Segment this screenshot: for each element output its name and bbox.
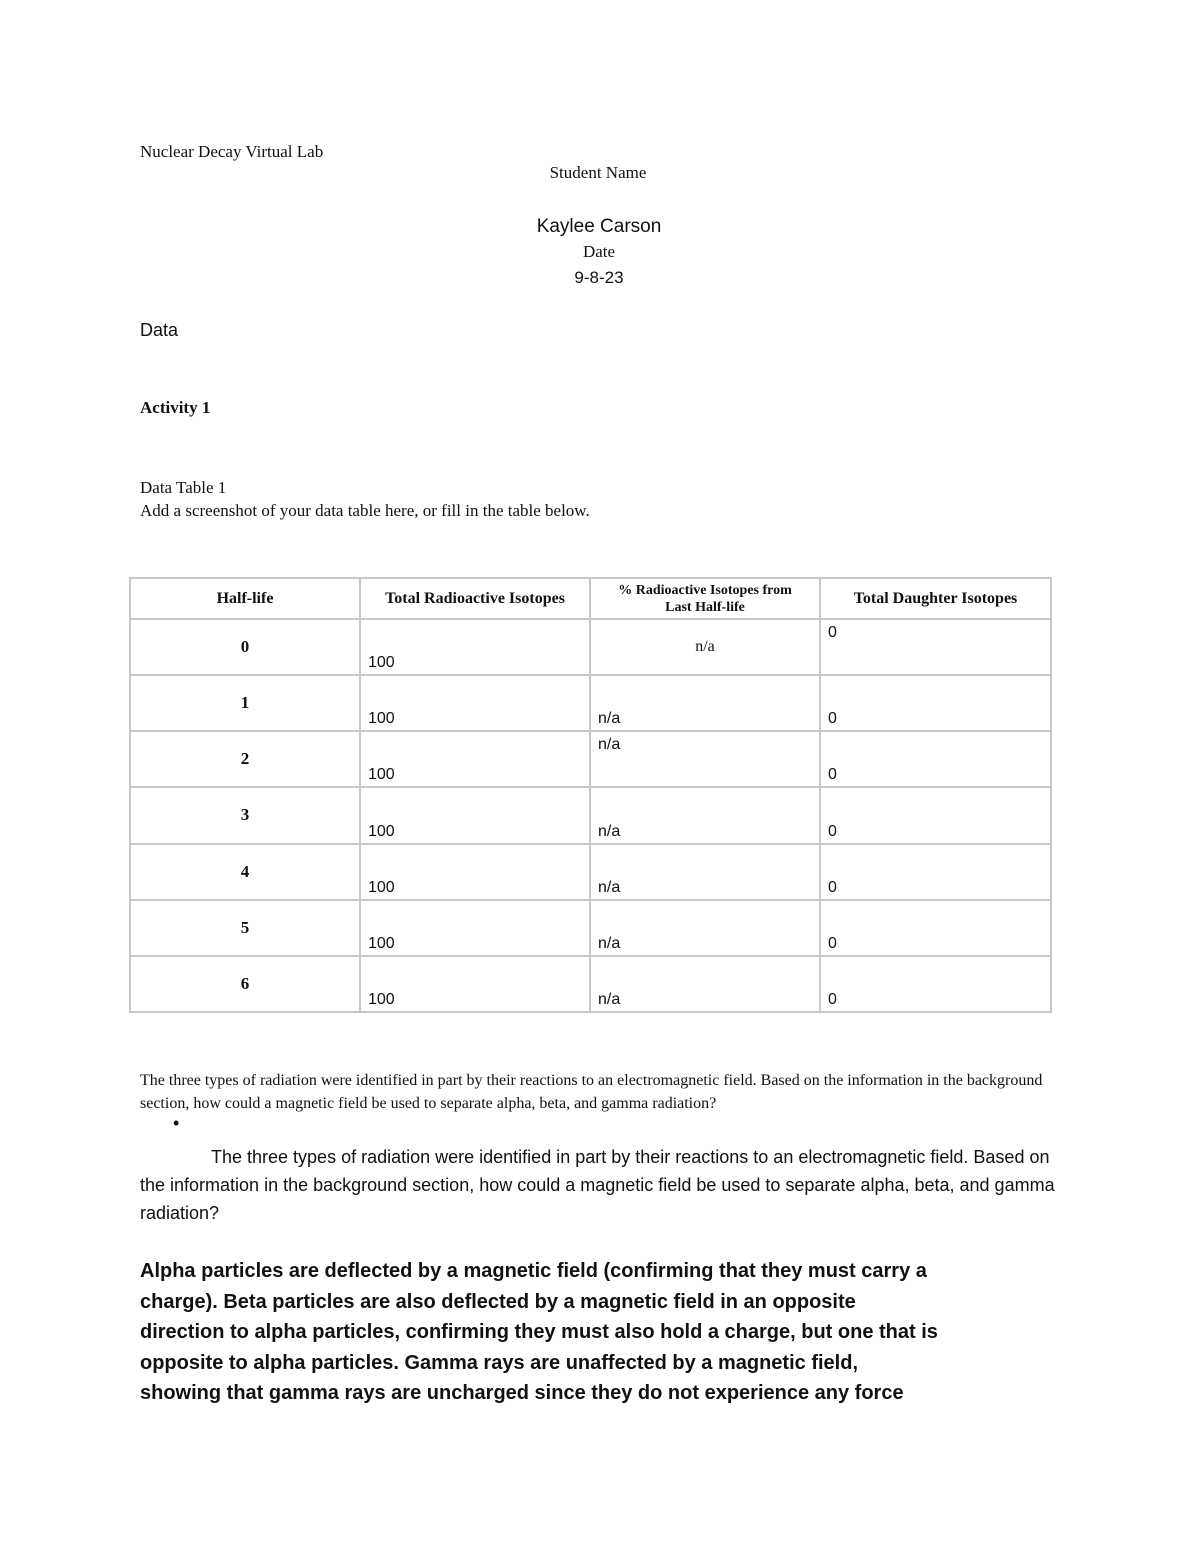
cell-half-life: 2	[130, 731, 360, 787]
cell-daughter: 0	[820, 956, 1051, 1012]
cell-total: 100	[360, 675, 590, 731]
cell-percent: n/a	[590, 844, 820, 900]
activity-heading: Activity 1	[140, 398, 211, 417]
date-label: Date	[582, 242, 616, 261]
cell-percent: n/a	[590, 787, 820, 843]
table-row	[130, 900, 1051, 956]
cell-half-life: 1	[130, 675, 360, 731]
student-name-label: Student Name	[549, 163, 647, 182]
question-text: The three types of radiation were identified in part by their reactions to an electromagnetic field. Based on the information in the background section, how could a magnetic field be used to separate alpha, beta, and gamma radiation?	[140, 1072, 1043, 1112]
cell-half-life: 6	[130, 956, 360, 1012]
question-repeat	[140, 1143, 1060, 1227]
table-header-row	[130, 578, 1051, 619]
cell-daughter: 0	[820, 844, 1051, 900]
data-heading: Data	[140, 320, 179, 340]
header-percent-radioactive: % Radioactive Isotopes from Last Half-life	[590, 578, 820, 619]
table-row	[130, 787, 1051, 843]
cell-daughter: 0	[820, 900, 1051, 956]
header-half-life: Half-life	[130, 578, 360, 619]
answer-text: Alpha particles are deflected by a magnetic field (confirming that they must carry a charge). Beta particles are also deflected by a magnetic field in an opposite direction to alpha particles, confirming they must also hold a charge, but one that is opposite to alpha particles. Gamma rays are unaffected by a magnetic field, showing that gamma rays are uncharged since they do not experience any force	[140, 1260, 938, 1404]
table-instructions: Add a screenshot of your data table here, or fill in the table below.	[140, 501, 590, 520]
cell-percent: n/a	[590, 956, 820, 1012]
cell-half-life: 4	[130, 844, 360, 900]
cell-percent: n/a	[590, 900, 820, 956]
table-row	[130, 675, 1051, 731]
question-repeat-text: The three types of radiation were identified in part by their reactions to an electromagnetic field. Based on the information in the background section, how could a magnetic field be used to separate alpha, beta, and gamma radiation?	[140, 1147, 1055, 1223]
cell-percent: n/a	[590, 731, 820, 787]
cell-percent: n/a	[590, 675, 820, 731]
table-row	[130, 731, 1051, 787]
date-value: 9-8-23	[574, 268, 624, 287]
cell-half-life: 5	[130, 900, 360, 956]
cell-percent: n/a	[590, 619, 820, 675]
cell-total: 100	[360, 844, 590, 900]
header-total-radioactive: Total Radioactive Isotopes	[360, 578, 590, 619]
table-row	[130, 956, 1051, 1012]
cell-half-life: 0	[130, 619, 360, 675]
table-caption: Data Table 1	[140, 478, 227, 497]
document-title: Nuclear Decay Virtual Lab	[140, 142, 324, 161]
bullet-point: •	[173, 1113, 180, 1133]
student-name-value: Kaylee Carson	[536, 216, 662, 237]
header-total-daughter: Total Daughter Isotopes	[820, 578, 1051, 619]
cell-daughter: 0	[820, 787, 1051, 843]
cell-total: 100	[360, 900, 590, 956]
cell-total: 100	[360, 619, 590, 675]
table-row	[130, 619, 1051, 675]
cell-daughter: 0	[820, 731, 1051, 787]
cell-daughter: 0	[820, 619, 1051, 675]
cell-half-life: 3	[130, 787, 360, 843]
cell-total: 100	[360, 731, 590, 787]
cell-total: 100	[360, 956, 590, 1012]
table-row	[130, 844, 1051, 900]
cell-daughter: 0	[820, 675, 1051, 731]
data-table	[129, 577, 1052, 1013]
cell-total: 100	[360, 787, 590, 843]
